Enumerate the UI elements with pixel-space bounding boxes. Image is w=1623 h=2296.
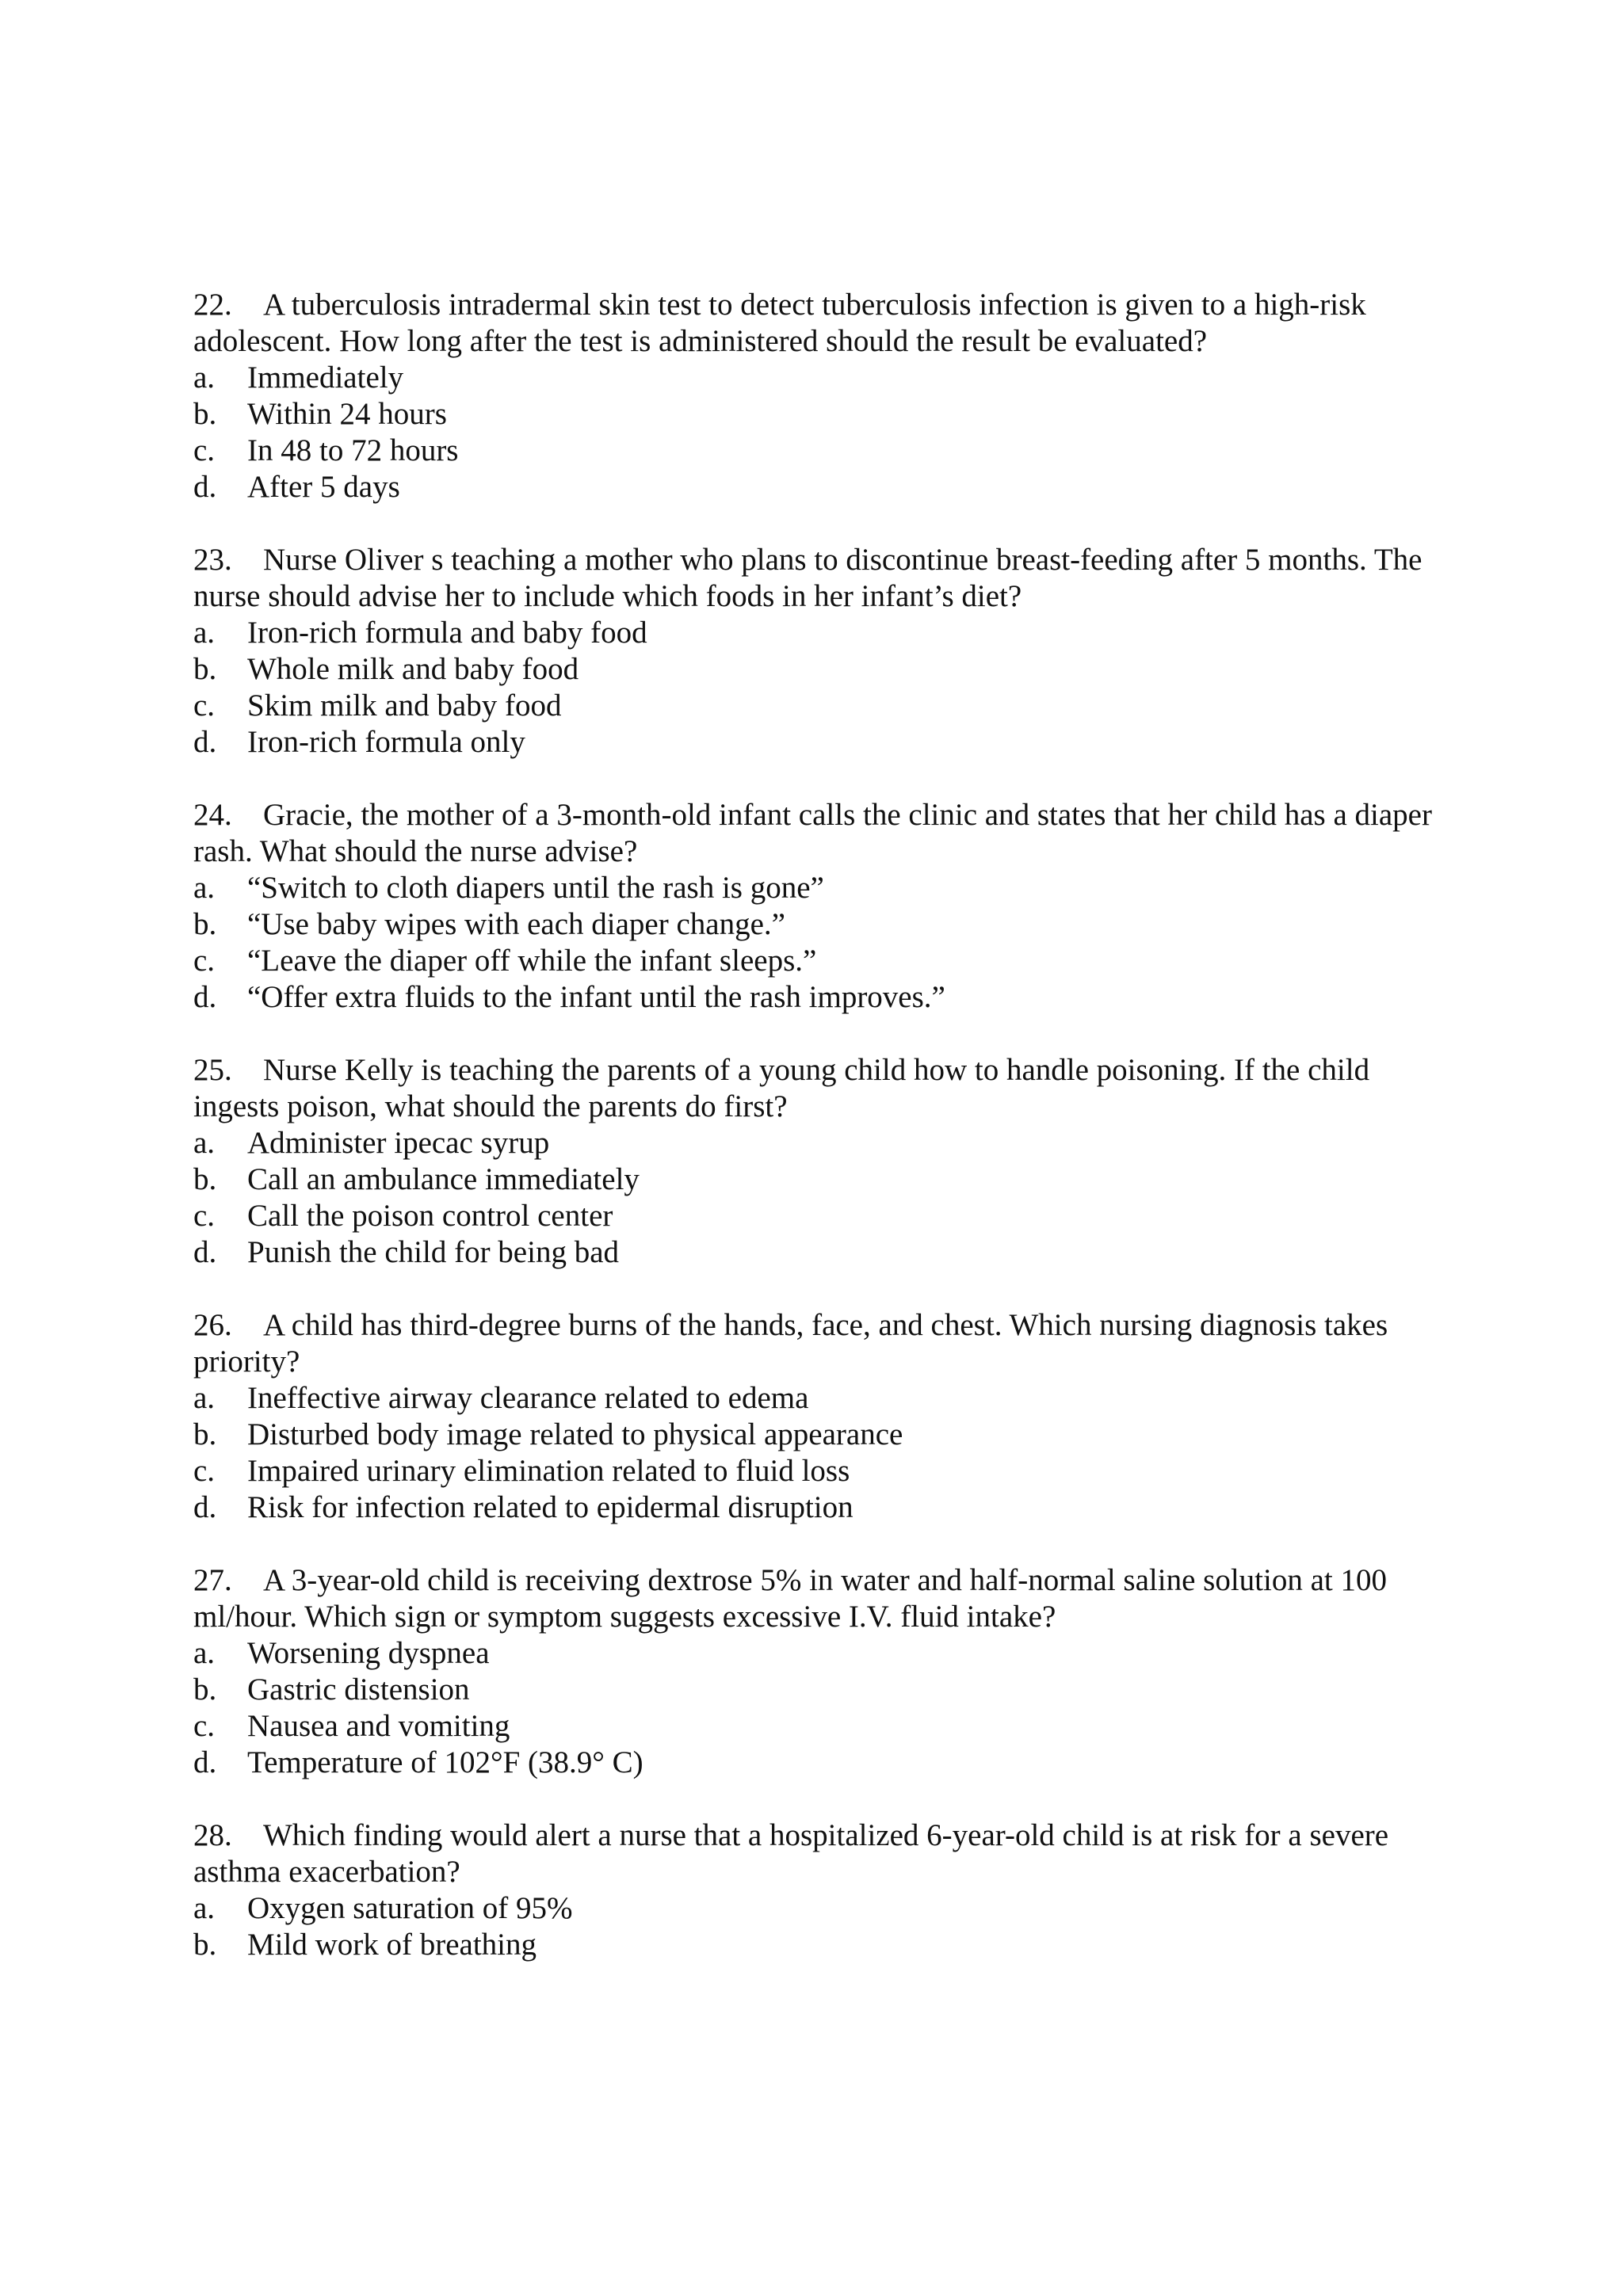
answer-option [193, 1890, 1445, 1927]
option-letter: a. [193, 1636, 216, 1670]
option-letter: c. [193, 944, 216, 978]
option-text: Iron-rich formula only [247, 725, 525, 759]
option-letter: d. [193, 980, 217, 1014]
option-text: Call an ambulance immediately [247, 1162, 640, 1196]
question-stem [193, 1562, 1445, 1635]
question-text: Gracie, the mother of a 3-month-old infant calls the clinic and states that her child has a diaper rash. What should the nurse advise? [193, 798, 1432, 868]
option-letter: a. [193, 871, 216, 905]
option-text: Nausea and vomiting [247, 1709, 510, 1743]
question-stem [193, 1052, 1445, 1125]
option-text: After 5 days [247, 470, 400, 504]
question-stem [193, 542, 1445, 615]
answer-options [193, 1125, 1445, 1271]
question-text: A 3-year-old child is receiving dextrose 5% in water and half-normal saline solution at 100 ml/hour. Which sign or symptom suggests excessive I.V. fluid intake? [193, 1563, 1387, 1634]
answer-option [193, 396, 1445, 433]
option-letter: b. [193, 1417, 217, 1451]
option-letter: a. [193, 1381, 216, 1415]
option-text: Worsening dyspnea [247, 1636, 490, 1670]
option-letter: d. [193, 725, 217, 759]
answer-option [193, 1745, 1445, 1781]
question-number: 25. [193, 1053, 232, 1087]
option-text: Ineffective airway clearance related to edema [247, 1381, 809, 1415]
answer-options [193, 1890, 1445, 1963]
answer-option [193, 360, 1445, 396]
question-number: 27. [193, 1563, 232, 1597]
answer-option [193, 469, 1445, 505]
answer-option [193, 1453, 1445, 1489]
option-letter: c. [193, 1454, 216, 1488]
option-text: Oxygen saturation of 95% [247, 1891, 573, 1925]
answer-option [193, 1672, 1445, 1708]
question-number: 23. [193, 543, 232, 577]
answer-options [193, 1635, 1445, 1781]
option-letter: d. [193, 1745, 217, 1779]
option-letter: c. [193, 433, 216, 467]
question-27 [193, 1562, 1445, 1781]
question-number: 24. [193, 798, 232, 832]
option-letter: d. [193, 1235, 217, 1269]
option-text: Risk for infection related to epidermal disruption [247, 1490, 854, 1524]
question-stem [193, 797, 1445, 870]
answer-options [193, 615, 1445, 761]
question-text: A child has third-degree burns of the hands, face, and chest. Which nursing diagnosis takes priority? [193, 1308, 1388, 1379]
answer-option [193, 943, 1445, 979]
option-letter: d. [193, 1490, 217, 1524]
answer-option [193, 1417, 1445, 1453]
answer-option [193, 1161, 1445, 1198]
question-text: Which finding would alert a nurse that a hospitalized 6-year-old child is at risk for a severe asthma exacerbation? [193, 1818, 1389, 1889]
option-text: Iron-rich formula and baby food [247, 616, 647, 650]
option-letter: a. [193, 1891, 216, 1925]
option-text: Impaired urinary elimination related to fluid loss [247, 1454, 850, 1488]
option-text: Skim milk and baby food [247, 688, 562, 723]
option-text: Immediately [247, 360, 404, 395]
question-28 [193, 1817, 1445, 1963]
answer-option [193, 1125, 1445, 1161]
option-letter: b. [193, 907, 217, 941]
answer-options [193, 1380, 1445, 1526]
answer-option [193, 615, 1445, 651]
option-letter: c. [193, 1709, 216, 1743]
option-letter: b. [193, 652, 217, 686]
option-text: “Switch to cloth diapers until the rash is gone” [247, 871, 824, 905]
question-26 [193, 1307, 1445, 1526]
answer-option [193, 979, 1445, 1016]
answer-option [193, 870, 1445, 906]
option-text: Punish the child for being bad [247, 1235, 620, 1269]
question-text: Nurse Oliver s teaching a mother who plans to discontinue breast-feeding after 5 months. The nurse should advise her to include which foods in her infant’s diet? [193, 543, 1423, 613]
question-24 [193, 797, 1445, 1016]
answer-option [193, 1489, 1445, 1526]
answer-option [193, 906, 1445, 943]
answer-option [193, 433, 1445, 469]
question-number: 28. [193, 1818, 232, 1852]
question-text: Nurse Kelly is teaching the parents of a young child how to handle poisoning. If the child ingests poison, what should the parents do first? [193, 1053, 1370, 1123]
answer-option [193, 688, 1445, 724]
option-letter: b. [193, 1162, 217, 1196]
option-letter: b. [193, 1928, 217, 1962]
option-text: Temperature of 102°F (38.9° C) [247, 1745, 643, 1779]
option-letter: c. [193, 688, 216, 723]
question-stem [193, 1307, 1445, 1380]
question-number: 26. [193, 1308, 232, 1342]
option-text: In 48 to 72 hours [247, 433, 459, 467]
answer-option [193, 1234, 1445, 1271]
option-text: Within 24 hours [247, 397, 447, 431]
option-text: Whole milk and baby food [247, 652, 579, 686]
option-letter: b. [193, 1672, 217, 1707]
option-letter: a. [193, 360, 216, 395]
option-letter: c. [193, 1199, 216, 1233]
answer-option [193, 1708, 1445, 1745]
answer-option [193, 1635, 1445, 1672]
option-letter: b. [193, 397, 217, 431]
question-list [193, 287, 1445, 2000]
question-stem [193, 1817, 1445, 1890]
answer-option [193, 1380, 1445, 1417]
option-text: Mild work of breathing [247, 1928, 537, 1962]
option-text: “Use baby wipes with each diaper change.” [247, 907, 785, 941]
question-text: A tuberculosis intradermal skin test to detect tuberculosis infection is given to a high-risk adolescent. How long after the test is administered should the result be evaluated? [193, 288, 1366, 358]
option-letter: d. [193, 470, 217, 504]
question-stem [193, 287, 1445, 360]
question-22 [193, 287, 1445, 505]
option-text: Administer ipecac syrup [247, 1126, 550, 1160]
option-text: Call the poison control center [247, 1199, 613, 1233]
answer-option [193, 724, 1445, 761]
answer-options [193, 870, 1445, 1016]
answer-option [193, 1927, 1445, 1963]
option-text: “Offer extra fluids to the infant until the rash improves.” [247, 980, 945, 1014]
option-text: Gastric distension [247, 1672, 470, 1707]
question-number: 22. [193, 288, 232, 322]
answer-option [193, 651, 1445, 688]
option-letter: a. [193, 1126, 216, 1160]
option-letter: a. [193, 616, 216, 650]
answer-options [193, 360, 1445, 505]
answer-option [193, 1198, 1445, 1234]
question-23 [193, 542, 1445, 761]
option-text: “Leave the diaper off while the infant sleeps.” [247, 944, 817, 978]
question-25 [193, 1052, 1445, 1271]
option-text: Disturbed body image related to physical appearance [247, 1417, 903, 1451]
